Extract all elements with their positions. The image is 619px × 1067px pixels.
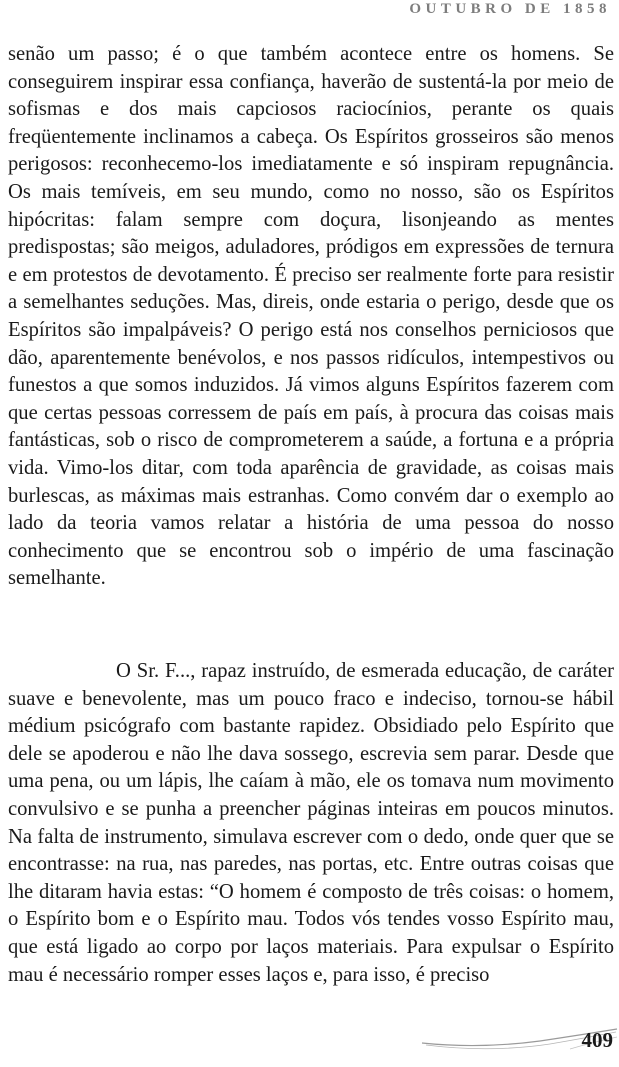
- paragraph-text: senão um passo; é o que também acontece entre os homens. Se conseguirem inspirar essa confiança, haverão de sustentá-la por meio de sofismas e dos mais capciosos raciocínios, perante os quais freqüentemente inclinamos a cabeça. Os Espíritos grosseiros são menos perigosos: reconhecemo-los imediatamente e só inspiram repugnância. Os mais temíveis, em seu mundo, como no nosso, são os Espíritos hipócritas: falam sempre com doçura, lisonjeando as mentes predispostas; são meigos, aduladores, pródigos em expressões de ternura e em protestos de devotamento. É preciso ser realmente forte para resistir a semelhantes seduções. Mas, direis, onde estaria o perigo, desde que os Espíritos são impalpáveis? O perigo está nos conselhos perniciosos que dão, aparentemente benévolos, e nos passos ridículos, intempestivos ou funestos a que somos induzidos. Já vimos alguns Espíritos fazerem com que certas pessoas corressem de país em país, à procura das coisas mais fantásticas, sob o risco de comprometerem a saúde, a fortuna e a própria vida. Vimo-los ditar, com toda aparência de gravidade, as coisas mais burlescas, as máximas mais estranhas. Como convém dar o exemplo ao lado da teoria vamos relatar a história de uma pessoa do nosso conhecimento que se encontrou sob o império de uma fascinação semelhante.: [8, 43, 614, 590]
- body-paragraph-1: [8, 41, 614, 593]
- running-head: OUTUBRO DE 1858: [409, 1, 611, 17]
- body-paragraph-2: [8, 658, 614, 989]
- page-number: 409: [581, 1028, 613, 1052]
- paragraph-text: O Sr. F..., rapaz instruído, de esmerada educação, de caráter suave e benevolente, mas um pouco fraco e indeciso, tornou-se hábil médium psicógrafo com bastante rapidez. Obsidiado pelo Espírito que dele se apoderou e não lhe dava sossego, escrevia sem parar. Desde que uma pena, ou um lápis, lhe caíam à mão, ele os tomava num movimento convulsivo e se punha a preencher páginas inteiras em poucos minutos. Na falta de instrumento, simulava escrever com o dedo, onde quer que se encontrasse: na rua, nas paredes, nas portas, etc. Entre outras coisas que lhe ditaram havia estas: “O homem é composto de três coisas: o homem, o Espírito bom e o Espírito mau. Todos vós tendes vosso Espírito mau, que está ligado ao corpo por laços materiais. Para expulsar o Espírito mau é necessário romper esses laços e, para isso, é preciso: [8, 660, 614, 986]
